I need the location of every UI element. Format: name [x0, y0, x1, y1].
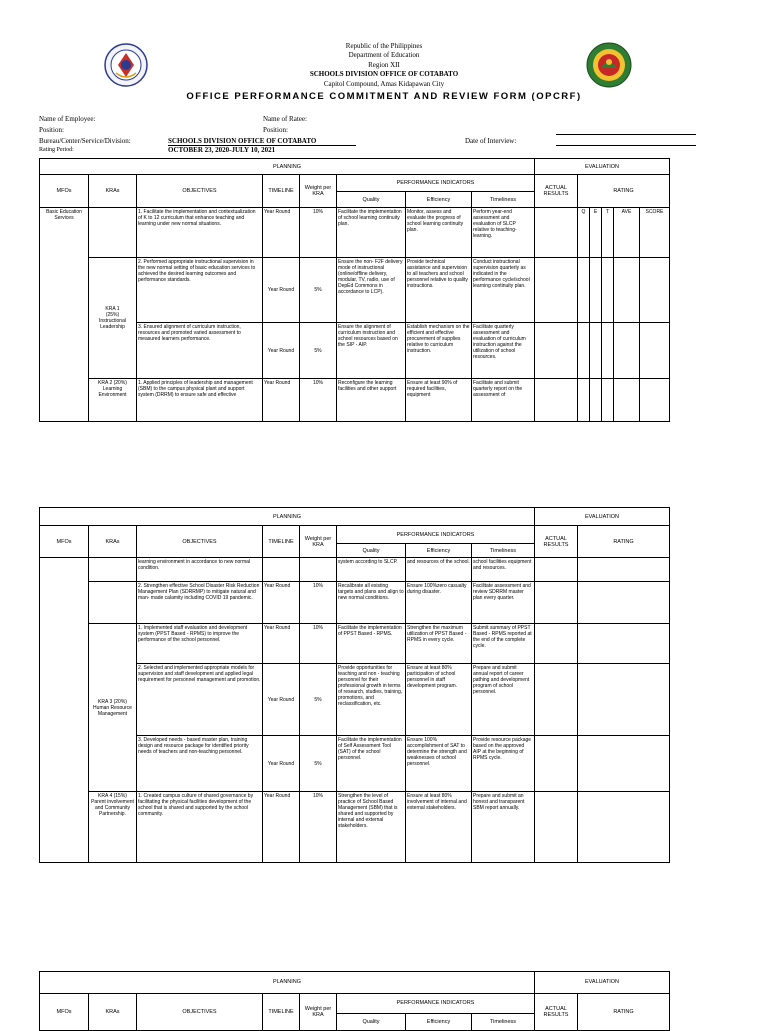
objective-cell: 3. Developed needs - based master plan, training design and resource package for identified priority needs of teachers and non-teaching personnel. [137, 736, 263, 792]
bureau-label: Bureau/Center/Service/Division: [39, 137, 131, 145]
weight-cell: 10% [300, 582, 337, 624]
objective-cell: 1. Created campus culture of shared governance by facilitating the physical facilities development of the school that is shared and supported by the school community. [137, 792, 263, 863]
mfos-header: MFOs [40, 526, 89, 558]
kras-header: KRAs [89, 175, 137, 208]
ratee-position-label: Position: [263, 126, 288, 134]
rating-t-label: T [602, 208, 614, 257]
kra-cell-empty [89, 208, 137, 257]
weight-cell: 5% [300, 664, 337, 736]
timeliness-header: Timeliness [472, 191, 535, 207]
position-label: Position: [39, 126, 64, 134]
interview-date-label: Date of Interview: [465, 137, 517, 145]
page-title: OFFICE PERFORMANCE COMMITMENT AND REVIEW FORM (OPCRF) [186, 91, 582, 102]
actual-results-cell [535, 208, 578, 257]
quality-header: Quality [337, 191, 406, 207]
actual-results-header: ACTUAL RESULTS [535, 526, 578, 558]
quality-cell: Ensure the alignment of curriculum instruction and school resources based on the SIP - AIP. [337, 323, 406, 378]
indicators-header: PERFORMANCE INDICATORS [337, 175, 535, 191]
weight-cell: 5% [300, 323, 337, 378]
timeliness-header: Timeliness [472, 544, 535, 558]
efficiency-cell: Ensure at least 80% involvement of internal and external stakeholders. [406, 792, 472, 863]
interview-line-2 [556, 145, 696, 146]
timeliness-cell: Facilitate assessment and review SDRRM master plan every quarter. [472, 582, 535, 624]
rating-score-label: SCORE [640, 208, 670, 257]
quality-cell: Ensure the non- F2F delivery mode of instructional (online/offline delivery, modular, TV, radio, use of DepEd Commons in accordance to LCP). [337, 257, 406, 323]
efficiency-cell: Establish mechanism on the efficient and effective procurement of supplies relative to curriculum instruction. [406, 323, 472, 378]
timeline-cell: Year Round [263, 257, 300, 323]
rating-q-label: Q [578, 208, 590, 257]
timeliness-cell: Prepare and submit annual report of career pathing and development program of school personnel. [472, 664, 535, 736]
kra-cell-empty [89, 582, 137, 624]
evaluation-header: EVALUATION [535, 159, 670, 175]
actual-results-cell [535, 323, 578, 378]
quality-cell: system according to SLCP. [337, 558, 406, 582]
rating-header: RATING [578, 526, 670, 558]
actual-results-cell [535, 624, 578, 664]
kras-header: KRAs [89, 993, 137, 1030]
rating-ave-label: AVE [614, 208, 640, 257]
evaluation-header: EVALUATION [535, 972, 670, 994]
opcrf-table-page1 [39, 158, 670, 422]
rating-period-label: Rating Period: [39, 147, 74, 153]
timeline-cell: Year Round [263, 378, 300, 421]
quality-cell: Facilitate the implementation of Self Assessment Tool (SAT) of the school personnel. [337, 736, 406, 792]
efficiency-cell: and resources of the school. [406, 558, 472, 582]
weight-header: Weight per KRA [300, 526, 337, 558]
quality-cell: Facilitate the implementation of PPST Based - RPMS. [337, 624, 406, 664]
rating-period-value: OCTOBER 23, 2020-JULY 10, 2021 [168, 146, 276, 154]
weight-cell: 10% [300, 792, 337, 863]
efficiency-cell: Monitor, assess and evaluate the progress of school learning continuity plan. [406, 208, 472, 257]
timeliness-cell: Prepare and submit an honest and transparent SBM report annually. [472, 792, 535, 863]
planning-header: PLANNING [40, 508, 535, 526]
weight-cell: 5% [300, 736, 337, 792]
objective-cell: 2. Performed appropriate instructional supervision in the new normal setting of basic education services to achieved the desired learning outcomes and performance standards. [137, 257, 263, 323]
objective-cell: 3. Ensured alignment of curriculum instruction, resources and promoted varied assessment to measured learners performance. [137, 323, 263, 378]
kra-3-cell: KRA 3 (20%) Human Resource Management [89, 624, 137, 792]
rating-header: RATING [578, 175, 670, 208]
objective-cell: 1. Facilitate the implementation and contextualization of K to 12 curriculum that enhance teaching and learning under new normal situations. [137, 208, 263, 257]
rating-e-label: E [590, 208, 602, 257]
efficiency-cell: Provide technical assistance and supervision to all teachers and school personnel relative to quality instructions. [406, 257, 472, 323]
weight-cell: 10% [300, 208, 337, 257]
timeline-cell: Year Round [263, 624, 300, 664]
evaluation-header: EVALUATION [535, 508, 670, 526]
kra-cell-empty [89, 558, 137, 582]
timeline-header: TIMELINE [263, 175, 300, 208]
objectives-header: OBJECTIVES [137, 993, 263, 1030]
efficiency-header: Efficiency [406, 1013, 472, 1031]
timeliness-cell: school facilities equipment and resources. [472, 558, 535, 582]
actual-results-header: ACTUAL RESULTS [535, 175, 578, 208]
header-line-5: Capitol Compound, Amas Kidapawan City [323, 80, 445, 88]
timeline-cell: Year Round [263, 582, 300, 624]
weight-cell: 5% [300, 257, 337, 323]
timeliness-cell: Provide resource package based on the approved AIP at the beginning of RPMS cycle. [472, 736, 535, 792]
quality-cell: Facilitate the implementation of school learning continuity plan. [337, 208, 406, 257]
timeline-cell: Year Round [263, 792, 300, 863]
efficiency-cell: Ensure at least 90% of required facilities, equipment [406, 378, 472, 421]
objective-cell: 1. Applied principles of leadership and management (SBM) to the campus physical plant and support system (DRRM) to ensure safe and effective [137, 378, 263, 421]
objective-cell: 2. Selected and implemented appropriate models for supervision and staff development and applied legal requirement for personnel management and promotion. [137, 664, 263, 736]
quality-header: Quality [337, 544, 406, 558]
actual-results-header: ACTUAL RESULTS [535, 993, 578, 1030]
efficiency-header: Efficiency [406, 544, 472, 558]
quality-cell: Recalibrate all existing targets and plans and align to new normal conditions. [337, 582, 406, 624]
efficiency-cell: Strengthen the maximum utilization of PPST Based - RPMS in every cycle. [406, 624, 472, 664]
objective-cell: 1. Implemented staff evaluation and development system (PPST Based - RPMS) to improve the performance of the school personnel. [137, 624, 263, 664]
timeliness-header: Timeliness [472, 1013, 535, 1031]
actual-results-cell [535, 378, 578, 421]
actual-results-cell [535, 558, 578, 582]
planning-header: PLANNING [40, 159, 535, 175]
timeliness-cell: Submit summary of PPST Based - RPMS reported at the end of the complete cycle. [472, 624, 535, 664]
weight-cell [300, 558, 337, 582]
timeliness-cell: Perform year-end assessment and evaluation of SLCP relative to teaching-learning. [472, 208, 535, 257]
timeliness-cell: Conduct instructional supervision quarterly as indicated in the performance cycle/school learning continuity plan. [472, 257, 535, 323]
efficiency-cell: Ensure at least 80% participation of school personnel in staff development program. [406, 664, 472, 736]
weight-cell: 10% [300, 624, 337, 664]
timeline-cell: Year Round [263, 664, 300, 736]
timeline-cell [263, 558, 300, 582]
opcrf-table-page3 [39, 971, 670, 1031]
planning-header: PLANNING [40, 972, 535, 994]
kras-header: KRAs [89, 526, 137, 558]
header-line-2: Department of Education [348, 51, 420, 59]
timeliness-cell: Facilitate quarterly assessment and evaluation of curriculum instruction against the utilization of school resources. [472, 323, 535, 378]
interview-line-1 [556, 134, 696, 135]
quality-cell: Strengthen the level of practice of School Based Management (SBM) that is shared and supported by internal and external stakeholders. [337, 792, 406, 863]
header-line-4: SCHOOLS DIVISION OFFICE OF COTABATO [309, 70, 459, 78]
actual-results-cell [535, 257, 578, 323]
efficiency-cell: Ensure 100%zero casualty during disaster. [406, 582, 472, 624]
actual-results-cell [535, 664, 578, 736]
objective-cell: 2. Strengthen effective School Disaster Risk Reduction Management Plan (SDRRMP) to mitigate natural and man- made calamity including COVID 19 pandemic. [137, 582, 263, 624]
mfo-cell-empty [40, 558, 89, 863]
indicators-header: PERFORMANCE INDICATORS [337, 526, 535, 544]
kra-4-cell: KRA 4 (15%) Parent involvement and Community Partnership. [89, 792, 137, 863]
mfo-cell: Basic Education Services [40, 208, 89, 422]
efficiency-cell: Ensure 100% accomplishment of SAT to determine the strength and weaknesses of school personnel. [406, 736, 472, 792]
actual-results-cell [535, 736, 578, 792]
quality-header: Quality [337, 1013, 406, 1031]
timeline-cell: Year Round [263, 323, 300, 378]
objectives-header: OBJECTIVES [137, 175, 263, 208]
timeline-header: TIMELINE [263, 526, 300, 558]
objective-cell: learning environment in accordance to new normal condition. [137, 558, 263, 582]
weight-header: Weight per KRA [300, 993, 337, 1030]
bureau-value: SCHOOLS DIVISION OFFICE OF COTABATO [168, 137, 317, 145]
header-line-3: Region XII [368, 61, 400, 69]
mfos-header: MFOs [40, 175, 89, 208]
bureau-underline [168, 145, 356, 146]
rating-header: RATING [578, 993, 670, 1030]
kra-2-cell: KRA 2 (20%) Learning Environment [89, 378, 137, 421]
ratee-label: Name of Ratee: [263, 115, 307, 123]
kra-1-cell: KRA 1 (25%) Instructional Leadership [89, 257, 137, 378]
efficiency-header: Efficiency [406, 191, 472, 207]
quality-cell: Reconfigure the learning facilities and other support [337, 378, 406, 421]
weight-cell: 10% [300, 378, 337, 421]
timeline-header: TIMELINE [263, 993, 300, 1030]
weight-header: Weight per KRA [300, 175, 337, 208]
timeliness-cell: Facilitate and submit quarterly report on the assessment of [472, 378, 535, 421]
timeline-cell: Year Round [263, 736, 300, 792]
quality-cell: Provide opportunities for teaching and non - teaching personnel for their professional growth in terms of research, studies, training, promotions, and reclassification, etc. [337, 664, 406, 736]
opcrf-table-page2 [39, 507, 670, 863]
indicators-header: PERFORMANCE INDICATORS [337, 993, 535, 1013]
header-line-1: Republic of the Philippines [345, 42, 423, 50]
objectives-header: OBJECTIVES [137, 526, 263, 558]
timeline-cell: Year Round [263, 208, 300, 257]
employee-label: Name of Employee: [39, 115, 96, 123]
mfos-header: MFOs [40, 993, 89, 1030]
actual-results-cell [535, 582, 578, 624]
actual-results-cell [535, 792, 578, 863]
